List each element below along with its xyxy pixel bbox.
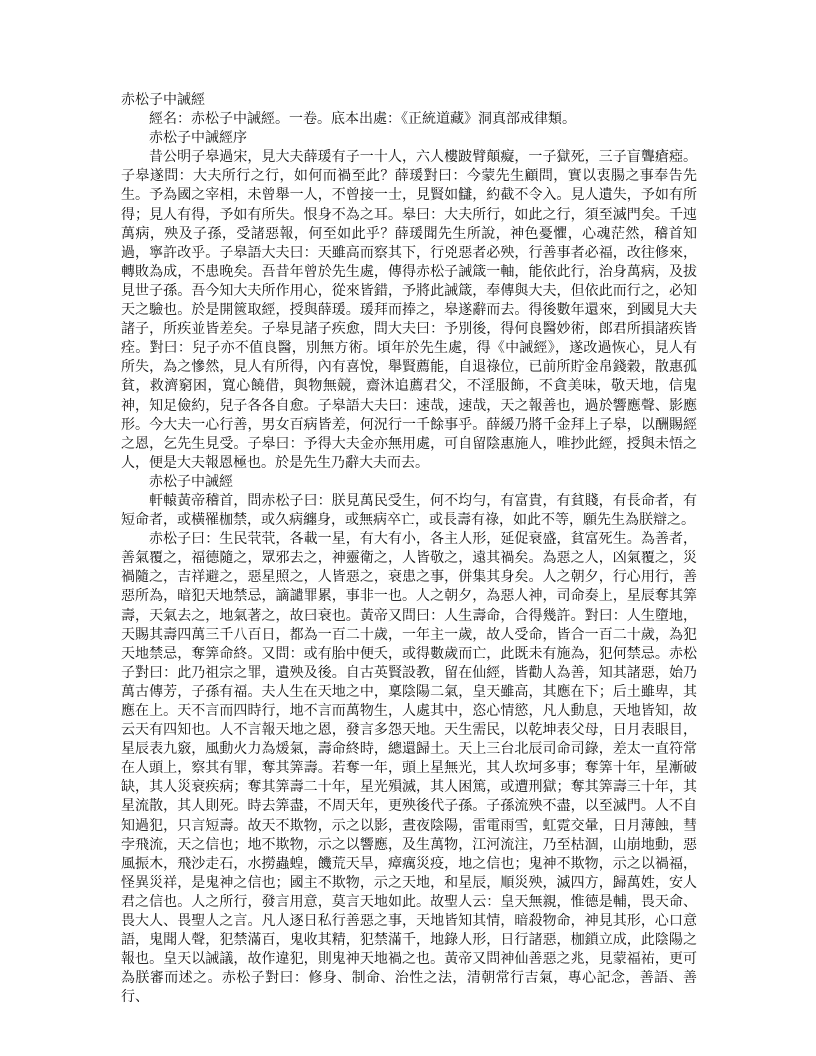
document-meta: 經名：赤松子中誡經。一卷。底本出處：《正統道藏》洞真部戒律類。 — [149, 111, 576, 128]
main-heading: 赤松子中誡經 — [149, 473, 233, 490]
document-page — [121, 91, 697, 1008]
document-title: 赤松子中誡經 — [121, 92, 205, 108]
body-paragraph: 赤松子曰：生民茕茕，各載一星，有大有小，各主人形，延促衰盛，貧富死生。為善者，善氣覆之，福德隨之，眾邪去之，神靈衛之，人皆敬之，遠其禍矣。為惡之人，凶氣覆之，災禍隨之，吉祥避之，惡星照之，人皆惡之，衰患之事，併集其身矣。人之朝夕，行心用行，善惡所為，暗犯天地禁忌，謫譴罪累，事非一也。人之朝夕，為惡人神，司命奏上，星辰奪其筭壽，天氣去之，地氣著之，故曰衰也。黃帝又問曰：人生壽命，合得幾許。對曰：人生墮地，天賜其壽四萬三千八百日，都為一百二十歲，一年主一歲，故人受命，皆合一百二十歲，為犯天地禁忌，奪筭命終。又問：或有胎中便夭，或得數歲而亡，此既未有施為，犯何禁忌。赤松子對曰：此乃祖宗之罪，遺殃及後。自古英賢設教，留在仙經，皆勸人為善，知其諸惡，始乃萬古傳芳，子孫有福。夫人生在天地之中，稟陰陽二氣，皇天雖高，其應在下；后土雖卑，其應在上。天不言而四時行，地不言而萬物生，人處其中，恣心情慾，凡人動息，天地皆知，故云天有四知也。人不言報天地之恩，發言多怨天地。天生需民，以乾坤表父母，日月表眼目，星辰表九竅，風動火力為煖氣，壽命終時，總還歸土。天上三台北辰司命司錄，差太一直符常在人頭上，察其有罪，奪其筭壽。若奪一年，頭上星無光，其人坎坷多事；奪筭十年，星漸破缺，其人災衰疾病；奪其筭壽二十年，星光殞滅，其人困篤，或遭刑獄；奪其筭壽三十年，其星流散，其人則死。時去筭盡，不周天年，更殃後代子孫。子孫流殃不盡，以至滅門。人不自知過犯，只言短壽。故天不欺物，示之以影，晝夜陰陽，雷電雨雪，虹霓交暈，日月薄蝕，彗孛飛流，天之信也；地不欺物，示之以響應，及生萬物，江河流注，乃至枯涸，山崩地動，惡風振木，飛沙走石，水撈蟲蝗，饑荒天旱，瘴癘災疫，地之信也；鬼神不欺物，示之以禍福，怪異災祥，是鬼神之信也；國主不欺物，示之天地，和星辰，順災殃，滅四方，歸萬姓，安人君之信也。人之所行，發言用意，莫言天地如此。故聖人云：皇天無親，惟德是輔，畏天命、畏大人、畏聖人之言。凡人逐日私行善惡之事，天地皆知其情，暗殺物命，神見其形，心口意語，鬼聞人聲，犯禁滿百，鬼收其精，犯禁滿千，地錄人形，日行諸惡，枷鎖立成，此陰陽之報也。皇天以誡議，故作違犯，則鬼神天地禍之也。黃帝又問神仙善惡之兆，見蒙福祐，更可為朕審而述之。赤松子對曰：修身、制命、治性之法，清朝常行吉氣，專心記念，善語、善行、 — [121, 531, 697, 1006]
preface-heading: 赤松子中誡經序 — [149, 130, 247, 147]
preface-body: 昔公明子皋過宋，見大夫薛瑗有子一十人，六人樓跛臂顛癡，一子獄死，三子盲聾瘡瘂。子皋遂問：大夫所行之行，如何而禍至此？薛瑗對曰：今蒙先生顧問，實以衷腸之事奉告先生。予為國之宰相，未曾舉一人，不曾接一士，見賢如讎，約截不令入。見人遺失，予如有所得；見人有得，予如有所失。恨身不為之耳。皋曰：大夫所行，如此之行，須至滅門矣。千迍萬病，殃及子孫，受諸惡報，何至如此乎？薛瑗聞先生所說，神色憂懼，心魂茫然，稽首知過，寧許改乎。子皋語大夫曰：天雖高而察其下，行兇惡者必殃，行善事者必福，改往修來，轉敗為成，不患晚矣。吾昔年曾於先生處，傳得赤松子誡箴一軸，能依此行，治身萬病，及拔見世子孫。吾今知大夫所作用心，從來皆錯，予將此誡箴，奉傳與大夫，但依此而行之，必知天之驗也。於是開篋取經，授與薛瑗。瑗拜而捧之，皋遂辭而去。得後數年還來，到國見大夫諸子，所疾並皆差矣。子皋見諸子疾愈，問大夫曰：予別後，得何良醫妙術，郎君所損諸疾皆痊。對曰：兒子亦不值良醫，別無方術。頃年於先生處，得《中誡經》，遂改過恢心，見人有所失，為之慘然，見人有所得，內有喜悅，舉賢薦能，自退祿位，已前所貯金帛錢穀，散惠孤貧，救濟窮困，寬心饒借，與物無競，齋沐追薦君父，不淫服飾，不貪美味，敬天地，信鬼神，知足儉約，兒子各各自愈。子皋語大夫曰：速哉，速哉，天之報善也，過於響應聲、影應形。今大夫一心行善，男女百病皆差，何況行一千餘事乎。薛緩乃將千金拜上子皋，以酬賜經之恩，乞先生見受。子皋曰：予得大夫金亦無用處，可自留陰惠施人，唯抄此經，授與未悟之人，便是大夫報恩極也。於是先生乃辭大夫而去。 — [121, 149, 697, 471]
body-paragraph: 軒轅黃帝稽首，問赤松子曰：朕見萬民受生，何不均勻，有富貴，有貧賤，有長命者，有短命者，或橫罹枷禁，或久病纏身，或無病卒亡，或長壽有祿，如此不等，願先生為朕辯之。 — [121, 492, 697, 529]
